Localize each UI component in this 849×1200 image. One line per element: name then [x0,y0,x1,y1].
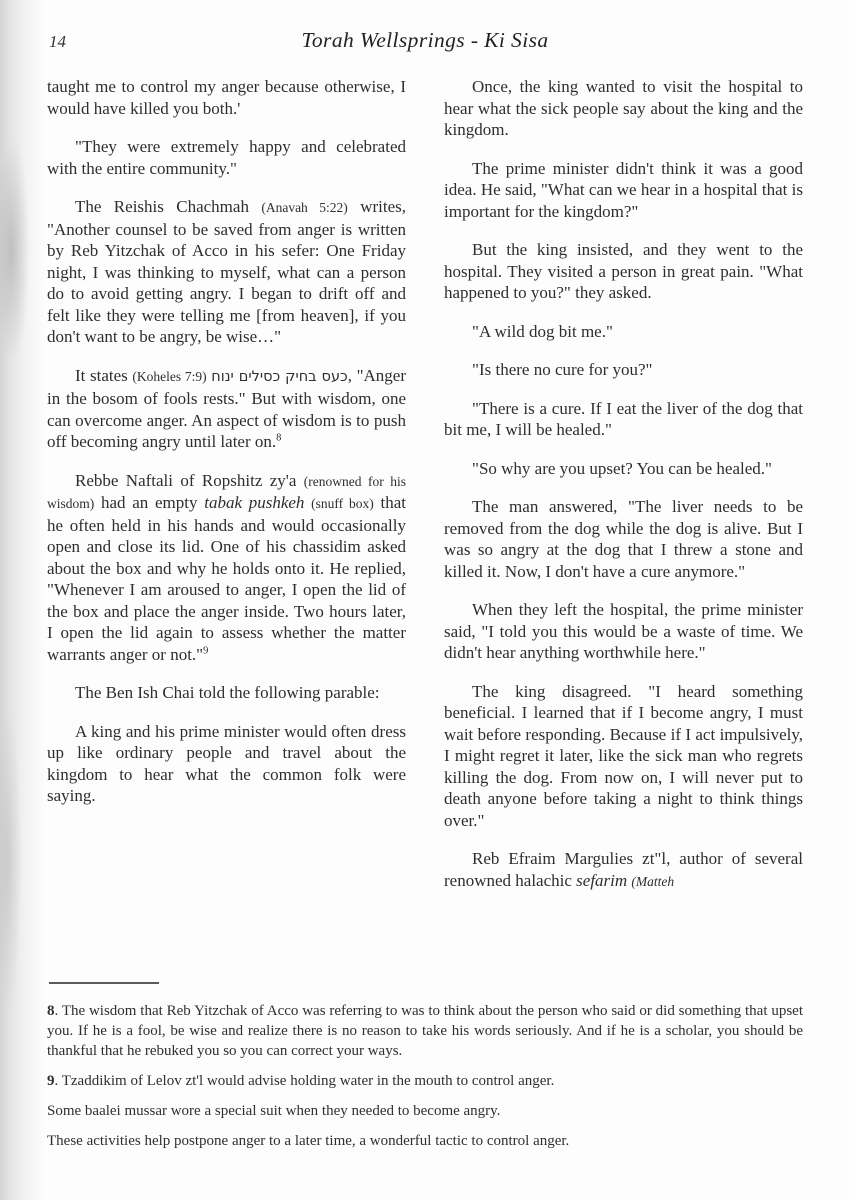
citation: (snuff box) [311,496,374,511]
footnote-ref: 8 [276,432,282,444]
text-run: Once, the king wanted to visit the hospital to hear what the sick people say about the king and the kingdom. [444,77,803,139]
text-run: had an empty [94,493,205,512]
footnote [47,1131,803,1151]
text-run: A king and his prime minister would often dress up like ordinary people and travel about the kingdom to hear what the common folk were saying. [47,721,406,805]
text-run: The king disagreed. "I heard something beneficial. I learned that if I become angry, I must wait before responding. Because if I act impulsively, I might regret it later, like the sick man who regrets killing the dog. From now on, I will never put to death anyone before taking a night to think things over." [444,681,803,830]
footnote [47,1101,803,1121]
footnote-ref: 9 [203,644,209,656]
paragraph [47,196,406,348]
page-header [47,28,803,58]
footnote-separator [49,982,159,984]
paragraph [444,681,803,832]
text-run: taught me to control my anger because otherwise, I would have killed you both.' [47,77,406,118]
paragraph [444,848,803,892]
text-run: Rebbe Naftali of Ropshitz zy'a [75,470,304,490]
text-run: , "Anger in the bosom of fools rests." But with wisdom, one can overcome anger. An aspect of wisdom is to push off becoming angry until later on. [47,365,407,451]
paragraph [444,458,803,480]
left-column [47,76,406,950]
citation: (Anavah 5:22) [261,200,348,215]
text-run: . Tzaddikim of Lelov zt'l would advise holding water in the mouth to control anger. [54,1073,555,1089]
paragraph [47,136,406,179]
paragraph [444,76,803,141]
hebrew-phrase: כעס בחיק כסילים ינוח [211,368,348,385]
text-run: When they left the hospital, the prime minister said, "I told you this would be a waste of time. We didn't hear anything worthwhile here." [444,600,803,662]
text-run: Reb Efraim Margulies zt"l, author of several renowned halachic [444,849,803,890]
citation: (Koheles 7:9) [132,368,207,384]
text-run: "There is a cure. If I eat the liver of the dog that bit me, I will be healed." [444,398,803,439]
text-run: . The wisdom that Reb Yitzchak of Acco was referring to was to think about the person who said or did something that upset you. If he is a fool, be wise and realize there is no reason to take his words seriously. And if he is a scholar, you should be thankful that he rebuked you so you can correct your ways. [47,1003,803,1059]
citation: (Matteh [631,873,675,889]
right-column [444,76,803,950]
text-run: "Is there no cure for you?" [472,360,653,379]
text-run: The Reishis Chachmah [75,197,262,216]
text-run: writes, "Another counsel to be saved from anger is written by Reb Yitzchak of Acco in his sefer: One Friday night, I was thinking to myself, what can a person do to avoid getting angry. I began to drift off and felt like they were telling me [from heaven], if you don't want to be angry, be wise…" [47,197,406,346]
foreign-term: sefarim [576,870,628,890]
paragraph [47,682,406,704]
text-run: The prime minister didn't think it was a good idea. He said, "What can we hear in a hospital that is important for the kingdom?" [444,158,803,221]
paragraph [444,158,803,223]
text-run: "A wild dog bit me." [472,321,613,341]
text-run: Some baalei mussar wore a special suit when they needed to become angry. [47,1103,501,1119]
paragraph [47,365,406,453]
footnote-number: 8 [47,1003,55,1019]
paragraph [47,76,406,119]
text-run: These activities help postpone anger to a later time, a wonderful tactic to control anger. [47,1133,570,1149]
paragraph [444,359,803,381]
text-run: The Ben Ish Chai told the following parable: [75,683,380,702]
text-run: "So why are you upset? You can be healed." [472,458,772,478]
page-number: 14 [49,32,66,51]
paragraph [47,470,406,666]
footnotes [47,1001,803,1151]
paragraph [47,721,406,807]
body-columns [47,76,803,950]
paragraph [444,239,803,304]
paragraph [444,398,803,441]
footnote-number: 9 [47,1073,55,1089]
paragraph [444,496,803,582]
citation: (renowned for his wisdom) [47,473,406,511]
foreign-term: tabak pushkeh [204,493,305,512]
text-run: The man answered, "The liver needs to be removed from the dog while the dog is alive. But I was so angry at the dog that I threw a stone and killed it. Now, I don't have a cure anymore." [444,497,803,581]
footnote [47,1001,803,1061]
paragraph [444,321,803,343]
footnote [47,1071,803,1091]
text-run: "They were extremely happy and celebrated with the entire community." [47,137,406,178]
paragraph [444,599,803,664]
text-run: that he often held in his hands and would occasionally open and close its lid. One of his chassidim asked about the box and why he holds onto it. He replied, "Whenever I am aroused to anger, I open the lid of the box and place the anger inside. Two hours later, I open the lid again to assess whether the matter warrants anger or not." [47,493,406,664]
page-title: Torah Wellsprings - Ki Sisa [301,28,549,52]
text-run: It states [75,365,133,385]
text-run: But the king insisted, and they went to the hospital. They visited a person in great pain. "What happened to you?" they asked. [444,240,803,302]
